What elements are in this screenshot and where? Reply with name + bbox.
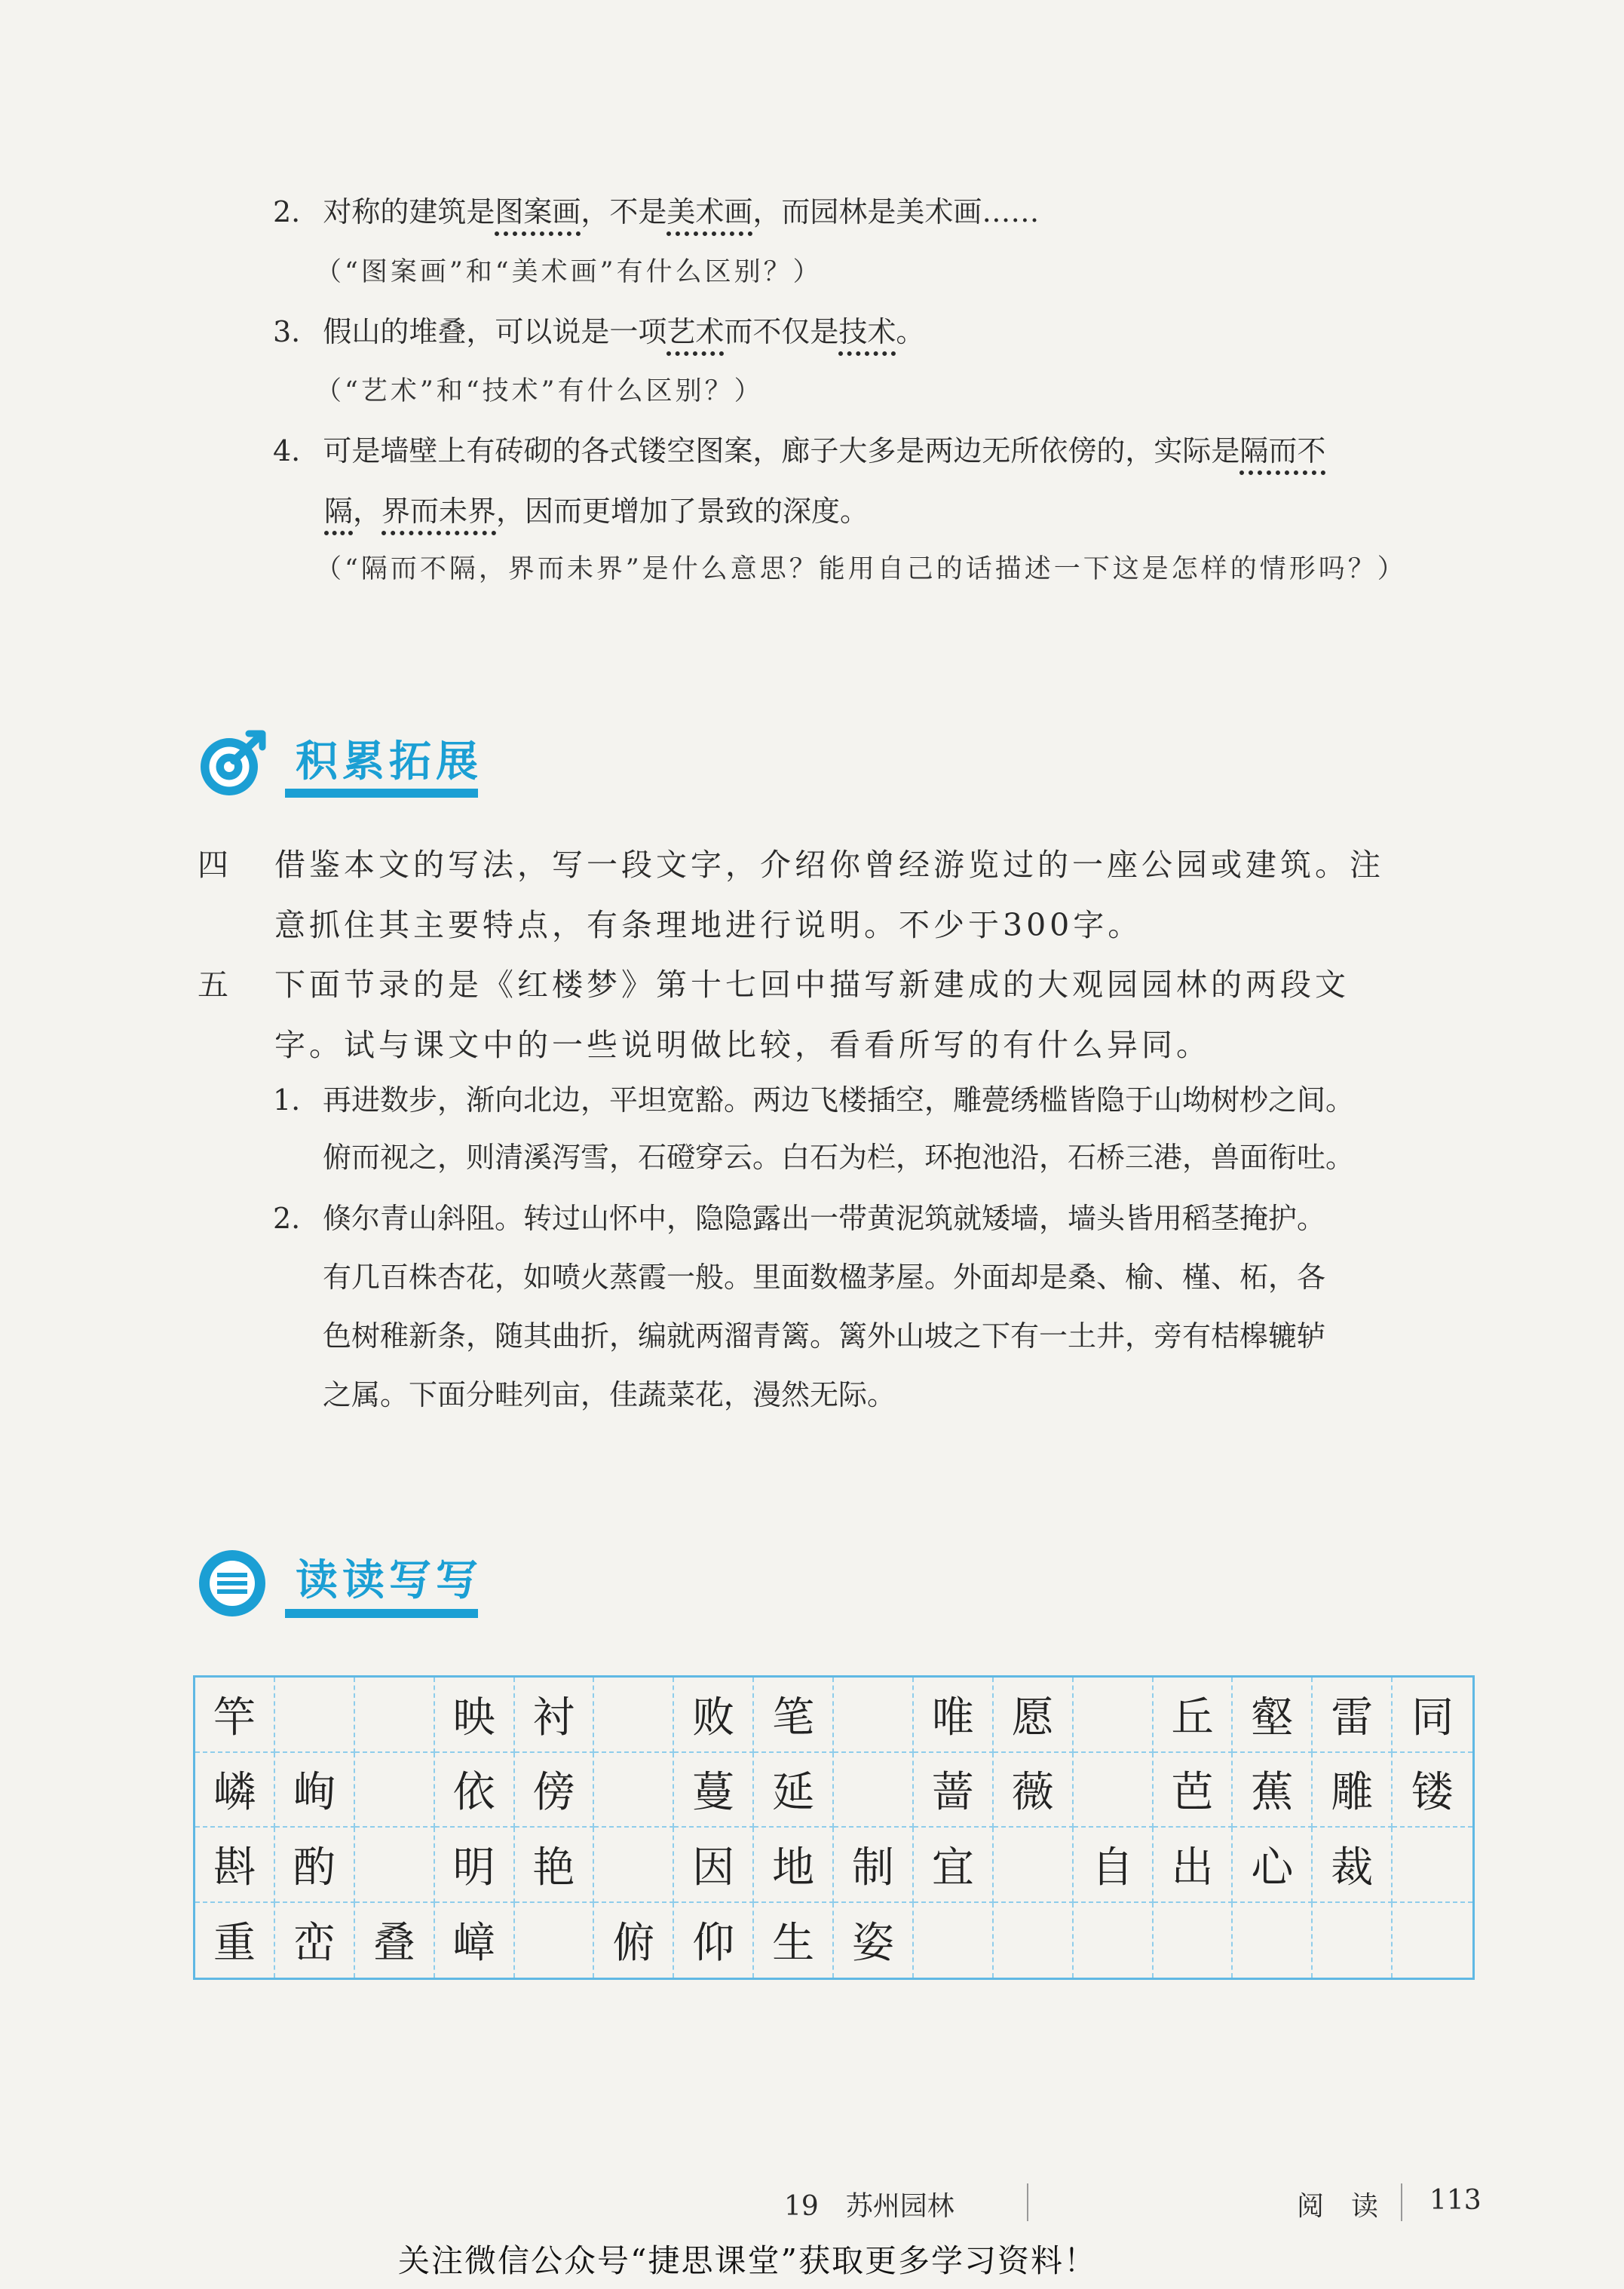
grid-cell: 败 [674, 1678, 754, 1753]
grid-cell [1074, 1753, 1154, 1828]
sub-1-line-1: 再进数步，渐向北边，平坦宽豁。两边飞楼插空，雕甍绣槛皆隐于山坳树杪之间。 [323, 1083, 1355, 1117]
footer-divider-1 [1027, 2183, 1028, 2221]
q3-hint: （“艺术”和“技术”有什么区别？） [315, 376, 764, 406]
grid-cell: 笔 [754, 1678, 834, 1753]
q3-text-b: 而不仅是 [724, 315, 839, 348]
page-number: 113 [1429, 2185, 1482, 2216]
item-4-line-2: 意抓住其主要特点，有条理地进行说明。不少于300字。 [274, 907, 1143, 943]
item-4-number: 四 [198, 847, 232, 883]
grid-cell: 明 [435, 1828, 515, 1903]
q4-term-1: 隔而不 [1239, 434, 1325, 475]
q4-number: 4. [273, 434, 301, 467]
question-4-line-1 [273, 431, 1325, 470]
sub-2-line-3: 色树稚新条，随其曲折，编就两溜青篱。篱外山坡之下有一土井，旁有桔槔辘轳 [323, 1319, 1326, 1353]
sub-2-line-4: 之属。下面分畦列亩，佳蔬菜花，漫然无际。 [323, 1378, 896, 1411]
grid-cell: 唯 [914, 1678, 994, 1753]
grid-cell: 衬 [515, 1678, 595, 1753]
grid-cell: 蔷 [914, 1753, 994, 1828]
question-2 [273, 192, 1039, 231]
grid-cell: 延 [754, 1753, 834, 1828]
grid-cell [1074, 1678, 1154, 1753]
q4-term-3: 界而未界 [381, 495, 496, 535]
q3-term-1: 艺术 [666, 315, 724, 356]
q2-term-2: 美术画 [666, 195, 752, 236]
grid-cell [1313, 1903, 1393, 1978]
grid-cell: 仰 [674, 1903, 754, 1978]
q3-text-a: 假山的堆叠，可以说是一项 [323, 315, 667, 348]
grid-cell: 裁 [1313, 1828, 1393, 1903]
item-4-line-1: 借鉴本文的写法，写一段文字，介绍你曾经游览过的一座公园或建筑。注 [274, 847, 1384, 883]
q2-text-a: 对称的建筑是 [323, 195, 495, 228]
grid-cell [594, 1828, 674, 1903]
sub-2-line-2: 有几百株杏花，如喷火蒸霞一般。里面数楹茅屋。外面却是桑、榆、槿、柘，各 [323, 1261, 1326, 1294]
section-underline-accumulate [285, 789, 478, 798]
q4-hint: （“隔而不隔，界而未界”是什么意思？能用自己的话描述一下这是怎样的情形吗？） [315, 554, 1407, 584]
grid-cell [1074, 1903, 1154, 1978]
grid-cell [994, 1828, 1074, 1903]
grid-cell: 嶙 [195, 1753, 275, 1828]
grid-cell [275, 1678, 355, 1753]
grid-cell: 竿 [195, 1678, 275, 1753]
grid-cell: 雷 [1313, 1678, 1393, 1753]
grid-cell [914, 1903, 994, 1978]
grid-cell: 峋 [275, 1753, 355, 1828]
refresh-arrow-icon [195, 726, 270, 801]
footer-divider-2 [1401, 2183, 1402, 2221]
grid-cell: 薇 [994, 1753, 1074, 1828]
grid-cell: 姿 [834, 1903, 914, 1978]
grid-cell: 自 [1074, 1828, 1154, 1903]
grid-cell [994, 1903, 1074, 1978]
sub-2-number: 2. [273, 1202, 301, 1235]
grid-cell: 壑 [1233, 1678, 1313, 1753]
q3-number: 3. [273, 315, 301, 348]
grid-cell: 芭 [1154, 1753, 1233, 1828]
grid-cell [834, 1753, 914, 1828]
grid-cell [1154, 1903, 1233, 1978]
question-3 [273, 312, 924, 351]
q4-term-2: 隔 [324, 495, 353, 535]
grid-cell [355, 1828, 435, 1903]
q3-text-c: 。 [896, 315, 925, 348]
promo-banner: 关注微信公众号“捷思课堂”获取更多学习资料！ [398, 2242, 1097, 2279]
q2-term-1-text: 图案画 [495, 195, 581, 236]
grid-cell: 愿 [994, 1678, 1074, 1753]
section-title-readwrite: 读读写写 [296, 1556, 483, 1605]
grid-cell: 地 [754, 1828, 834, 1903]
grid-cell: 依 [435, 1753, 515, 1828]
section-title-accumulate: 积累拓展 [296, 737, 483, 786]
q2-text-c: ，而园林是美术画…… [752, 195, 1040, 228]
grid-cell: 心 [1233, 1828, 1313, 1903]
q2-text-b: ，不是 [581, 195, 667, 228]
grid-cell [594, 1678, 674, 1753]
q4-text-a: 可是墙壁上有砖砌的各式镂空图案，廊子大多是两边无所依傍的，实际是 [323, 434, 1240, 467]
grid-cell: 俯 [594, 1903, 674, 1978]
footer-category: 阅 读 [1297, 2191, 1379, 2222]
grid-cell: 峦 [275, 1903, 355, 1978]
grid-cell [594, 1753, 674, 1828]
grid-cell: 丘 [1154, 1678, 1233, 1753]
grid-cell: 斟 [195, 1828, 275, 1903]
grid-cell: 因 [674, 1828, 754, 1903]
grid-cell [834, 1678, 914, 1753]
grid-cell [1393, 1828, 1472, 1903]
footer-lesson: 19 苏州园林 [784, 2191, 954, 2222]
grid-cell [515, 1903, 595, 1978]
grid-cell: 宜 [914, 1828, 994, 1903]
item-5-number: 五 [198, 967, 232, 1003]
grid-cell [355, 1753, 435, 1828]
grid-cell: 傍 [515, 1753, 595, 1828]
grid-cell [355, 1678, 435, 1753]
grid-cell: 重 [195, 1903, 275, 1978]
question-4-line-2 [324, 492, 869, 531]
grid-cell: 生 [754, 1903, 834, 1978]
grid-cell: 叠 [355, 1903, 435, 1978]
grid-cell [1233, 1903, 1313, 1978]
vocabulary-grid [193, 1675, 1475, 1980]
list-lines-icon [195, 1546, 270, 1621]
grid-cell: 艳 [515, 1828, 595, 1903]
sub-1-line-2: 俯而视之，则清溪泻雪，石磴穿云。白石为栏，环抱池沿，石桥三港，兽面衔吐。 [323, 1141, 1355, 1174]
item-5-line-2: 字。试与课文中的一些说明做比较，看看所写的有什么异同。 [274, 1027, 1211, 1063]
q2-hint: （“图案画”和“美术画”有什么区别？） [315, 257, 823, 287]
q2-term-1 [495, 195, 581, 236]
sub-2-line-1: 倏尔青山斜阻。转过山怀中，隐隐露出一带黄泥筑就矮墙，墙头皆用稻茎掩护。 [323, 1202, 1326, 1235]
item-5-line-1: 下面节录的是《红楼梦》第十七回中描写新建成的大观园园林的两段文 [274, 967, 1350, 1003]
q4-comma: ， [353, 495, 382, 528]
grid-cell: 蔓 [674, 1753, 754, 1828]
grid-cell: 镂 [1393, 1753, 1472, 1828]
grid-cell [1393, 1903, 1472, 1978]
grid-cell: 嶂 [435, 1903, 515, 1978]
grid-cell: 映 [435, 1678, 515, 1753]
q2-number: 2. [273, 195, 301, 228]
grid-cell: 蕉 [1233, 1753, 1313, 1828]
q4-text-b: ，因而更增加了景致的深度。 [496, 495, 869, 528]
grid-cell: 同 [1393, 1678, 1472, 1753]
grid-cell: 制 [834, 1828, 914, 1903]
grid-cell: 出 [1154, 1828, 1233, 1903]
sub-1-number: 1. [273, 1083, 301, 1117]
q3-term-2: 技术 [838, 315, 896, 356]
grid-cell: 酌 [275, 1828, 355, 1903]
section-underline-readwrite [285, 1609, 478, 1618]
grid-cell: 雕 [1313, 1753, 1393, 1828]
